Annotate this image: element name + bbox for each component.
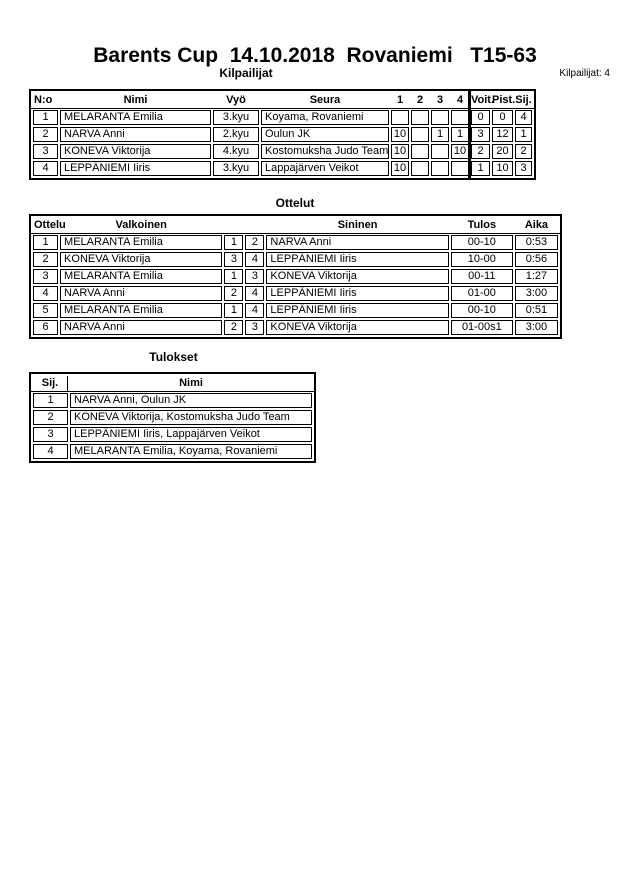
round1-score bbox=[391, 110, 409, 125]
page-title: Barents Cup 14.10.2018 Rovaniemi T15-63 bbox=[93, 44, 537, 67]
result-row bbox=[33, 393, 312, 408]
round4-score bbox=[451, 161, 469, 176]
col-header-match: Ottelu bbox=[34, 219, 66, 231]
col-header-white: Valkoinen bbox=[115, 219, 167, 231]
col-header-name: Nimi bbox=[123, 94, 148, 106]
competitors-section-title: Kilpailijat bbox=[219, 66, 273, 80]
round2-score bbox=[411, 161, 429, 176]
competitor-no: 4 bbox=[33, 161, 58, 176]
col-header-place: Sij. bbox=[515, 94, 532, 106]
matches-table-wrapper bbox=[29, 214, 562, 339]
round2-score bbox=[411, 110, 429, 125]
match-result: 00-10 bbox=[451, 235, 513, 250]
round2-score bbox=[411, 144, 429, 159]
competitor-club: Kostomuksha Judo Team bbox=[261, 144, 389, 159]
match-time: 3:00 bbox=[515, 320, 558, 335]
competitor-club: Lappajärven Veikot bbox=[261, 161, 389, 176]
white-competitor: NARVA Anni bbox=[60, 286, 222, 301]
col-header-round2: 2 bbox=[416, 94, 424, 106]
match-no: 5 bbox=[33, 303, 58, 318]
round4-score: 10 bbox=[451, 144, 469, 159]
result-place: 1 bbox=[33, 393, 68, 408]
white-competitor: MELARANTA Emilia bbox=[60, 235, 222, 250]
match-no: 4 bbox=[33, 286, 58, 301]
place-value: 1 bbox=[515, 127, 532, 142]
blue-number: 3 bbox=[245, 269, 264, 284]
col-header-result: Tulos bbox=[467, 219, 497, 231]
round1-score: 10 bbox=[391, 161, 409, 176]
match-result: 00-10 bbox=[451, 303, 513, 318]
result-name: MELARANTA Emilia, Koyama, Rovaniemi bbox=[70, 444, 312, 459]
match-no: 3 bbox=[33, 269, 58, 284]
match-row bbox=[33, 303, 558, 318]
competitor-name: NARVA Anni bbox=[60, 127, 211, 142]
match-row bbox=[33, 269, 558, 284]
white-number: 2 bbox=[224, 320, 243, 335]
competitor-name: MELARANTA Emilia bbox=[60, 110, 211, 125]
blue-competitor: KONEVA Viktorija bbox=[266, 269, 448, 284]
col-header-no: N:o bbox=[34, 94, 53, 106]
place-value: 2 bbox=[515, 144, 532, 159]
results-group-divider bbox=[468, 89, 471, 180]
competitor-club: Koyama, Rovaniemi bbox=[261, 110, 389, 125]
white-number: 1 bbox=[224, 235, 243, 250]
round2-score bbox=[411, 127, 429, 142]
white-number: 1 bbox=[224, 303, 243, 318]
col-header-place: Sij. bbox=[33, 376, 68, 391]
competitor-row bbox=[33, 144, 532, 159]
col-header-belt: Vyö bbox=[226, 94, 246, 106]
header-rule bbox=[31, 391, 314, 392]
round1-score: 10 bbox=[391, 144, 409, 159]
match-result: 01-00s1 bbox=[451, 320, 513, 335]
col-header-club: Seura bbox=[309, 94, 341, 106]
place-value: 3 bbox=[515, 161, 532, 176]
competitor-no: 3 bbox=[33, 144, 58, 159]
points-value: 20 bbox=[492, 144, 513, 159]
round3-score bbox=[431, 161, 449, 176]
competitor-belt: 3.kyu bbox=[213, 110, 259, 125]
blue-competitor: KONEVA Viktorija bbox=[266, 320, 448, 335]
col-header-white-no bbox=[224, 218, 243, 233]
blue-number: 4 bbox=[245, 303, 264, 318]
wins-value: 2 bbox=[471, 144, 490, 159]
match-no: 1 bbox=[33, 235, 58, 250]
col-header-round3: 3 bbox=[436, 94, 444, 106]
white-competitor: NARVA Anni bbox=[60, 320, 222, 335]
competitor-club: Oulun JK bbox=[261, 127, 389, 142]
results-table-wrapper bbox=[29, 372, 316, 463]
result-row bbox=[33, 410, 312, 425]
blue-number: 3 bbox=[245, 320, 264, 335]
white-competitor: MELARANTA Emilia bbox=[60, 269, 222, 284]
competitor-no: 2 bbox=[33, 127, 58, 142]
white-number: 1 bbox=[224, 269, 243, 284]
col-header-time: Aika bbox=[524, 219, 549, 231]
matches-section-title: Ottelut bbox=[275, 196, 315, 210]
competitor-row bbox=[33, 127, 532, 142]
match-row bbox=[33, 235, 558, 250]
match-time: 3:00 bbox=[515, 286, 558, 301]
match-no: 6 bbox=[33, 320, 58, 335]
white-competitor: KONEVA Viktorija bbox=[60, 252, 222, 267]
col-header-wins: Voit. bbox=[471, 94, 495, 106]
wins-value: 0 bbox=[471, 110, 490, 125]
competitor-belt: 2.kyu bbox=[213, 127, 259, 142]
competitor-name: LEPPÄNIEMI Iiris bbox=[60, 161, 211, 176]
match-result: 00-11 bbox=[451, 269, 513, 284]
round1-score: 10 bbox=[391, 127, 409, 142]
competitor-row bbox=[33, 110, 532, 125]
results-section-title: Tulokset bbox=[149, 350, 198, 364]
results-table bbox=[29, 372, 316, 463]
blue-competitor: NARVA Anni bbox=[266, 235, 448, 250]
round3-score: 1 bbox=[431, 127, 449, 142]
blue-number: 2 bbox=[245, 235, 264, 250]
competitor-belt: 4.kyu bbox=[213, 144, 259, 159]
header-rule bbox=[31, 108, 534, 109]
match-time: 0:53 bbox=[515, 235, 558, 250]
result-place: 3 bbox=[33, 427, 68, 442]
competitor-count-label: Kilpailijat: 4 bbox=[559, 68, 610, 79]
match-no: 2 bbox=[33, 252, 58, 267]
points-value: 0 bbox=[492, 110, 513, 125]
competitor-no: 1 bbox=[33, 110, 58, 125]
match-result: 01-00 bbox=[451, 286, 513, 301]
blue-competitor: LEPPÄNIEMI Iiris bbox=[266, 286, 448, 301]
white-competitor: MELARANTA Emilia bbox=[60, 303, 222, 318]
white-number: 3 bbox=[224, 252, 243, 267]
col-header-blue: Sininen bbox=[337, 219, 378, 231]
wins-value: 3 bbox=[471, 127, 490, 142]
result-row bbox=[33, 444, 312, 459]
col-header-round1: 1 bbox=[396, 94, 404, 106]
result-place: 4 bbox=[33, 444, 68, 459]
competitor-row bbox=[33, 161, 532, 176]
competitor-name: KONEVA Viktorija bbox=[60, 144, 211, 159]
col-header-name: Nimi bbox=[179, 377, 203, 389]
blue-competitor: LEPPÄNIEMI Iiris bbox=[266, 303, 448, 318]
competitors-table bbox=[29, 89, 536, 180]
result-name: KONEVA Viktorija, Kostomuksha Judo Team bbox=[70, 410, 312, 425]
header-rule bbox=[31, 233, 560, 234]
col-header-round4: 4 bbox=[456, 94, 464, 106]
round4-score bbox=[451, 110, 469, 125]
matches-header-row bbox=[33, 218, 558, 233]
result-name: LEPPÄNIEMI Iiris, Lappajärven Veikot bbox=[70, 427, 312, 442]
match-time: 1:27 bbox=[515, 269, 558, 284]
match-time: 0:56 bbox=[515, 252, 558, 267]
round3-score bbox=[431, 110, 449, 125]
match-row bbox=[33, 286, 558, 301]
match-row bbox=[33, 252, 558, 267]
col-header-points: Pist. bbox=[492, 94, 516, 106]
round3-score bbox=[431, 144, 449, 159]
blue-competitor: LEPPÄNIEMI Iiris bbox=[266, 252, 448, 267]
round4-score: 1 bbox=[451, 127, 469, 142]
result-name: NARVA Anni, Oulun JK bbox=[70, 393, 312, 408]
result-row bbox=[33, 427, 312, 442]
competitors-header-row bbox=[33, 93, 532, 108]
match-row bbox=[33, 320, 558, 335]
points-value: 10 bbox=[492, 161, 513, 176]
results-header-row bbox=[33, 376, 312, 391]
match-time: 0:51 bbox=[515, 303, 558, 318]
wins-value: 1 bbox=[471, 161, 490, 176]
white-number: 2 bbox=[224, 286, 243, 301]
blue-number: 4 bbox=[245, 286, 264, 301]
competitor-belt: 3.kyu bbox=[213, 161, 259, 176]
points-value: 12 bbox=[492, 127, 513, 142]
blue-number: 4 bbox=[245, 252, 264, 267]
match-result: 10-00 bbox=[451, 252, 513, 267]
competitors-table-wrapper bbox=[29, 89, 536, 180]
result-place: 2 bbox=[33, 410, 68, 425]
col-header-blue-no bbox=[245, 218, 264, 233]
place-value: 4 bbox=[515, 110, 532, 125]
